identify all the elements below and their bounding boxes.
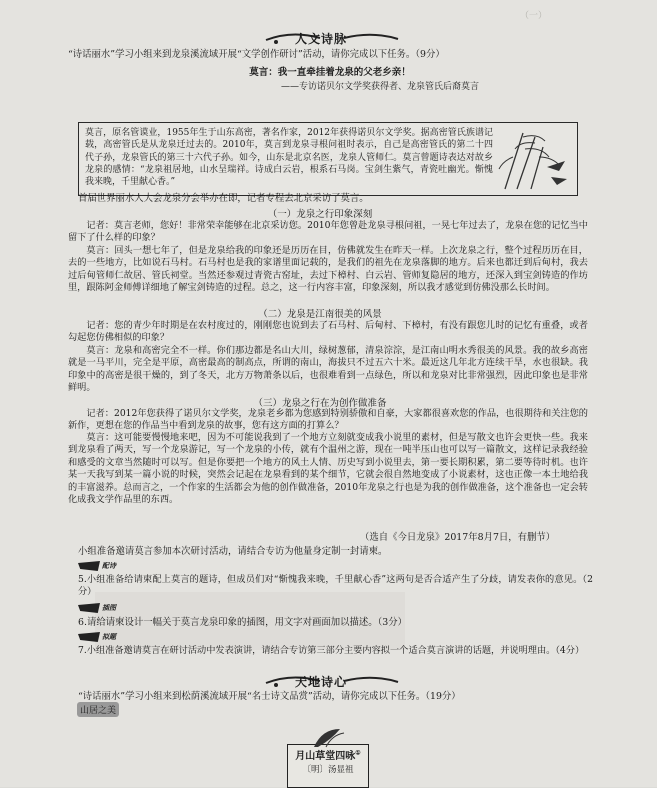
tab-shanju (77, 702, 119, 717)
interview-subline: ——专访诺贝尔文学奖获得者、龙泉管氏后裔莫言 (280, 82, 479, 92)
interview-a2: 莫言：龙泉和高密完全不一样。你们那边都是名山大川，绿树葱郁，清泉淙淙，是江南山明水秀很美的风景。我的故乡高密就是一马平川，完全是平原，高密最高的制高点，所谓的南山，海拔只不过五六十米。最近这几年北方连续干旱，水也很缺。我印象中的高密是很干燥的，到了冬天，北方万物萧条以后，也很难看到一点绿色，所以和龙泉对比非常强烈，因此印象也是非常鲜明。 (68, 345, 588, 394)
interview-a1: 莫言：回头一想七年了，但是龙泉给我的印象还是历历在目，仿佛就发生在昨天一样。上次龙泉之行，整个过程历历在目，去的一些地方，比如说石马村。石马村也是我的家谱里面记载的，是我们的祖先在龙泉落脚的地方。后来也都迁到后甸村，我去过后甸管师仁故居、管氏祠堂。当然还参观过青瓷古窑址，去过下樟村、白云岩、管师复隐居的地方，还深入到宝剑铸造的作坊里，跟陈阿金师傅详细地了解宝剑铸造的过程。总之，这一行内容丰富，印象深刻，所以我才感觉到仿佛没那么长时间。 (68, 245, 588, 294)
tag-label: 插图 (102, 603, 116, 612)
leaf-ornament-icon (310, 727, 346, 749)
question-7: 7.小组准备邀请莫言在研讨活动中发表演讲，请结合专访第三部分主要内容拟一个适合莫言演讲的话题，并说明理由。（4分） (78, 645, 585, 656)
task-lead: 小组准备邀请莫言参加本次研讨活动，请结合专访为他量身定制一封请柬。 (78, 546, 388, 557)
bamboo-illustration-icon (495, 127, 571, 191)
poem-author: 〔明〕汤显祖 (302, 765, 354, 775)
brush-tag-icon (78, 561, 100, 571)
tag-label: 拟题 (102, 632, 116, 641)
section-title-renwen: 人文诗脉 (295, 32, 348, 46)
bio-text: 莫言，原名管谟业，1955年生于山东高密，著名作家，2012年获得诺贝尔文学奖。据高密管氏族谱记载，高密管氏是从龙泉迁过去的。2010年，莫言到龙泉寻根问祖时表示，自己是高密管氏的第二十四代子孙，龙泉管氏的第三十六代子孙。如今，山东是北京名医，龙泉人管师仁。莫言曾题诗表达对故乡龙泉的感情：“龙泉祖居地，山水呈瑞祥。诗成白云岩，根系石马岗。宝剑生紫气，青瓷吐幽光。惭愧我来晚，千里献心香。” (85, 128, 493, 188)
part1-title: （一）龙泉之行印象深刻 (267, 209, 373, 220)
bio-box (78, 122, 578, 196)
interview-opening: 首届世界丽水人大会龙泉分会举办在即，记者专程去北京采访了莫言。 (78, 193, 369, 204)
poem-title: 月山草堂四咏① (295, 749, 361, 762)
question-6: 6.请给请柬设计一幅关于莫言龙泉印象的插图，用文字对画面加以描述。（3分） (78, 617, 407, 628)
show-through-text: （一） (520, 11, 548, 21)
interview-headline: 莫言：我一直牵挂着龙泉的父老乡亲！ (249, 67, 411, 78)
tag-chatu (78, 603, 116, 613)
brush-tag-icon (78, 632, 100, 642)
part2-title: （二）龙泉是江南很美的风景 (258, 309, 382, 320)
section2-intro: “诗话丽水”学习小组来到松荫溪流域开展“名士诗文品赏”活动，请你完成以下任务。（19分） (78, 691, 461, 702)
part3-title: （三）龙泉之行在为创作做准备 (253, 398, 387, 409)
interview-q1: 记者：莫言老师，您好！非常荣幸能够在北京采访您。2010年您曾赴龙泉寻根问祖，一晃七年过去了，龙泉在您的记忆当中留下了什么样的印象？ (68, 220, 588, 244)
brush-tag-icon (78, 603, 100, 613)
interview-q3: 记者：2012年您获得了诺贝尔文学奖，龙泉老乡都为您感到特别骄傲和自豪，大家都很喜欢您的作品，也很期待和关注您的新作，更想在您的作品当中看到龙泉的故事，您有这方面的打算么？ (68, 408, 588, 432)
tab-label: 山居之美 (79, 706, 116, 716)
tag-peishi (78, 561, 116, 571)
question-5: 5.小组准备给请柬配上莫言的题诗，但成员们对“惭愧我来晚，千里献心香”这两句是否合适产生了分歧，请发表你的意见。（2分） (78, 574, 593, 598)
interview-source: （选自《今日龙泉》2017年8月7日，有删节） (360, 532, 556, 543)
tag-label: 配诗 (102, 561, 116, 570)
poem-title-box (287, 744, 369, 788)
section1-intro: “诗话丽水”学习小组来到龙泉溪流域开展“文学创作研讨”活动，请你完成以下任务。（9分） (68, 49, 445, 60)
tag-niti (78, 632, 116, 642)
interview-q2: 记者：您的青少年时期是在农村度过的，刚刚您也说到去了石马村、后甸村、下樟村，有没有跟您儿时的记忆有重叠，或者勾起您仿佛相似的印象？ (68, 320, 588, 344)
section-title-tiandi: 天地诗心 (295, 675, 348, 689)
interview-a3: 莫言：这可能要慢慢地来吧，因为不可能说我到了一个地方立刻就变成我小说里的素材，但是写散文也许会更快一些。我来到龙泉看了两天，写一个龙泉游记，写一个龙泉的小传，就有个温州之游，现在一吨半压山也可以写一篇散文，这样记录我经验和感受的文章当然随时可以写。但是你要把一个地方的风土人情、历史写到小说里去，第一要长期积累，第二要等待时机。也许某一天我写到某一篇小说的时候，突然会记起在龙泉看到的某个细节，它就会很自然地变成了小说素材，这也正像一本土地给我的丰富滋养。总而言之，一个作家的生活都会为他的创作做准备，2010年龙泉之行也是为我的创作做准备，这个准备也一定会转化成我文学作品里的东西。 (68, 432, 588, 506)
